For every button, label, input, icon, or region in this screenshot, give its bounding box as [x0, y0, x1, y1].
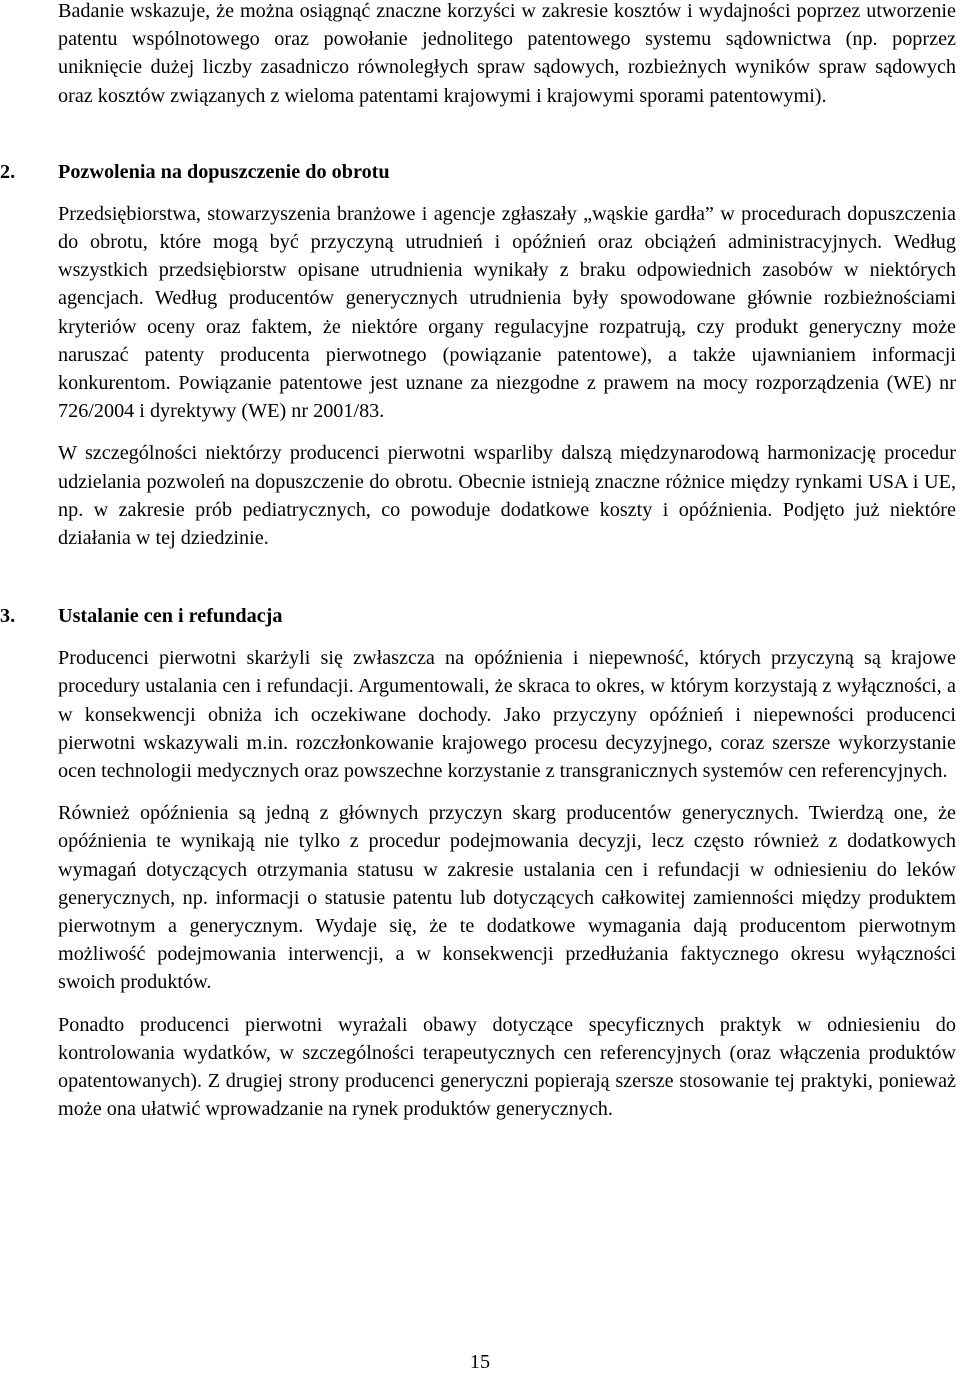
section-paragraph: W szczególności niektórzy producenci pierwotni wsparliby dalszą międzynarodową harmonizację procedur udzielania pozwoleń na dopuszczenie do obrotu. Obecnie istnieją znaczne różnice między rynkami USA i UE, np. w zakresie prób pediatrycznych, co powoduje dodatkowe koszty i opóźnienia. Podjęto już niektóre działania w tej dziedzinie. [58, 442, 956, 550]
section-heading [0, 158, 956, 186]
section-heading [0, 602, 956, 630]
intro-paragraph: Badanie wskazuje, że można osiągnąć znaczne korzyści w zakresie kosztów i wydajności poprzez utworzenie patentu wspólnotowego oraz powołanie jednolitego patentowego systemu sądownictwa (np. poprzez uniknięcie dużej liczby zasadniczo równoległych spraw sądowych, rozbieżnych wyników spraw sądowych oraz kosztów związanych z wieloma patentami krajowymi i krajowymi sporami patentowymi). [58, 0, 956, 107]
section-paragraph: Producenci pierwotni skarżyli się zwłaszcza na opóźnienia i niepewność, których przyczyną są krajowe procedury ustalania cen i refundacji. Argumentowali, że skraca to okres, w którym korzystają z wyłączności, a w konsekwencji obniża ich oczekiwane dochody. Jako przyczyny opóźnień i niepewności producenci pierwotni wskazywali m.in. rozczłonkowanie krajowego procesu decyzyjnego, coraz szersze wykorzystanie ocen technologii medycznych oraz powszechne korzystanie z transgranicznych systemów cen referencyjnych. [58, 647, 956, 783]
section-number: 3. [0, 605, 16, 628]
section-title: Pozwolenia na dopuszczenie do obrotu [58, 160, 390, 183]
section-title: Ustalanie cen i refundacja [58, 605, 283, 628]
section-paragraph: Ponadto producenci pierwotni wyrażali obawy dotyczące specyficznych praktyk w odniesieniu do kontrolowania wydatków, w szczególności terapeutycznych cen referencyjnych (oraz włączenia produktów opatentowanych). Z drugiej strony producenci generyczni popierają szersze stosowanie tej praktyki, ponieważ może ona ułatwić wprowadzanie na rynek produktów generycznych. [58, 1013, 956, 1121]
section-paragraph: Przedsiębiorstwa, stowarzyszenia branżowe i agencje zgłaszały „wąskie gardła” w procedurach dopuszczenia do obrotu, które mogą być przyczyną utrudnień i opóźnień oraz obciążeń administracyjnych. Według wszystkich przedsiębiorstw opisane utrudnienia wynikały z braku odpowiednich zasobów w niektórych agencjach. Według producentów generycznych utrudnienia były spowodowane głównie rozbieżnościami kryteriów oceny oraz faktem, że niektóre organy regulacyjne rozpatrują, czy produkt generyczny może naruszać patenty producenta pierwotnego (powiązanie patentowe), a także ujawnianiem informacji konkurentom. Powiązanie patentowe jest uznane za niezgodne z prawem na mocy rozporządzenia (WE) nr 726/2004 i dyrektywy (WE) nr 2001/83. [58, 202, 956, 423]
page-number: 15 [469, 1351, 491, 1373]
section-number: 2. [0, 160, 16, 183]
section-paragraph: Również opóźnienia są jedną z głównych przyczyn skarg producentów generycznych. Twierdzą one, że opóźnienia te wynikają nie tylko z procedur podejmowania decyzji, lecz często również z dodatkowych wymagań dotyczących otrzymania statusu w zakresie ustalania cen i refundacji w odniesieniu do leków generycznych, np. informacji o statusie patentu lub dotyczących całkowitej zamienności między produktem pierwotnym a generycznym. Wydaje się, że te dodatkowe wymagania dają producentom pierwotnym możliwość podejmowania interwencji, a w konsekwencji przedłużania faktycznego okresu wyłączności swoich produktów. [58, 802, 956, 994]
